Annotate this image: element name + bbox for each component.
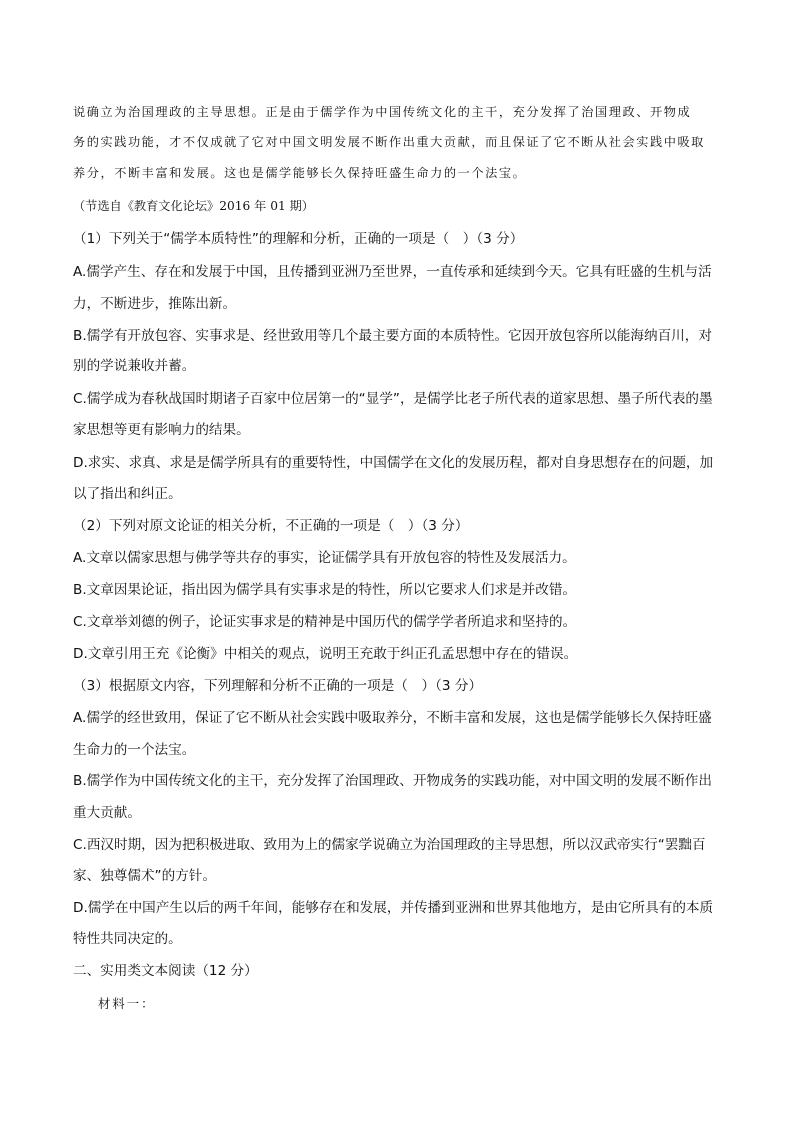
passage-line: 养分，不断丰富和发展。这也是儒学能够长久保持旺盛生命力的一个法宝。 xyxy=(73,166,527,180)
material-label: 材料一： xyxy=(98,996,156,1011)
option-text: D.文章引用王充《论衡》中相关的观点，说明王充敢于纠正孔孟思想中存在的错误。 xyxy=(73,646,578,662)
option-text: A.儒学产生、存在和发展于中国，且传播到亚洲乃至世界，一直传承和延续到今天。它具有旺盛的生机与活 xyxy=(73,264,712,280)
question-stem: （3）根据原文内容，下列理解和分析不正确的一项是（ ）（3 分） xyxy=(73,678,483,694)
option-text: 生命力的一个法宝。 xyxy=(73,742,196,758)
option-text: C.文章举刘德的例子，论证实事求是的精神是中国历代的儒学学者所追求和坚持的。 xyxy=(73,614,577,630)
option-text: A.儒学的经世致用，保证了它不断从社会实践中吸取养分，不断丰富和发展，这也是儒学能够长久保持旺盛 xyxy=(73,710,712,726)
option-text: C.西汉时期，因为把积极进取、致用为上的儒家学说确立为治国理政的主导思想，所以汉武帝实行“罢黜百 xyxy=(73,837,706,853)
option-text: B.儒学有开放包容、实事求是、经世致用等几个最主要方面的本质特性。它因开放包容所以能海纳百川，对 xyxy=(73,328,712,344)
option-text: 家思想等更有影响力的结果。 xyxy=(73,422,250,438)
option-text: 力，不断进步，推陈出新。 xyxy=(73,296,237,312)
passage-line: 务的实践功能，才不仅成就了它对中国文明发展不断作出重大贡献，而且保证了它不断从社会实践中吸取 xyxy=(73,135,705,149)
option-text: B.儒学作为中国传统文化的主干，充分发挥了治国理政、开物成务的实践功能，对中国文明的发展不断作出 xyxy=(73,773,712,789)
passage-source: （节选自《教育文化论坛》2016 年 01 期） xyxy=(73,199,314,213)
option-text: 家、独尊儒术”的方针。 xyxy=(73,868,216,884)
option-text: D.求实、求真、求是是儒学所具有的重要特性，中国儒学在文化的发展历程，都对自身思想存在的问题，加 xyxy=(73,455,714,471)
section-heading: 二、实用类文本阅读（12 分） xyxy=(73,963,258,979)
option-text: 别的学说兼收并蓄。 xyxy=(73,358,196,374)
question-stem: （2）下列对原文论证的相关分析，不正确的一项是（ ）（3 分） xyxy=(73,518,469,534)
option-text: C.儒学成为春秋战国时期诸子百家中位居第一的“显学”，是儒学比老子所代表的道家思想、墨子所代表的墨 xyxy=(73,391,713,407)
passage-line: 说确立为治国理政的主导思想。正是由于儒学作为中国传统文化的主干，充分发挥了治国理政、开物成 xyxy=(73,105,692,119)
option-text: B.文章因果论证，指出因为儒学具有实事求是的特性，所以它要求人们求是并改错。 xyxy=(73,582,577,598)
option-text: 重大贡献。 xyxy=(73,805,141,821)
option-text: 以了指出和纠正。 xyxy=(73,486,182,502)
question-stem: （1）下列关于“儒学本质特性”的理解和分析，正确的一项是（ ）（3 分） xyxy=(73,231,524,247)
option-text: 特性共同决定的。 xyxy=(73,931,182,947)
option-text: A.文章以儒家思想与佛学等共存的事实，论证儒学具有开放包容的特性及发展活力。 xyxy=(73,550,576,566)
option-text: D.儒学在中国产生以后的两千年间，能够存在和发展，并传播到亚洲和世界其他地方，是由它所具有的本质 xyxy=(73,900,714,916)
